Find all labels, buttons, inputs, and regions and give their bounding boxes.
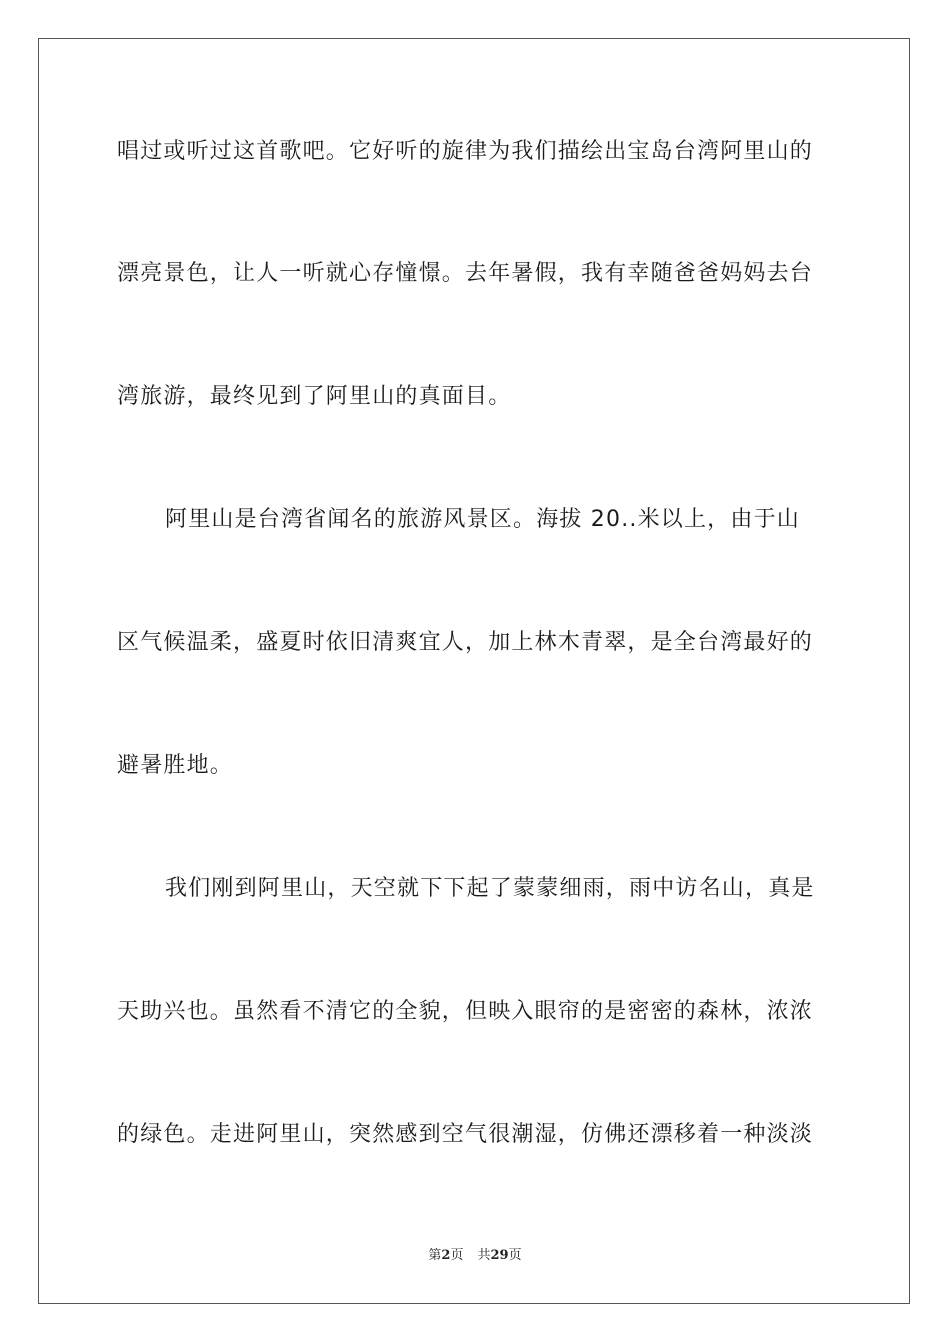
text-line-4: 阿里山是台湾省闻名的旅游风景区。海拔 20..米以上，由于山 [165,507,800,532]
footer-page-suffix: 页 [450,1248,464,1263]
text-line-9: 的绿色。走进阿里山，突然感到空气很潮湿，仿佛还漂移着一种淡淡 [117,1122,814,1147]
text-line-6: 避暑胜地。 [117,753,234,778]
text-line-7: 我们刚到阿里山，天空就下下起了蒙蒙细雨，雨中访名山，真是 [165,876,815,901]
text-line-2: 漂亮景色，让人一听就心存憧憬。去年暑假，我有幸随爸爸妈妈去台 [117,261,814,286]
text-line-1: 唱过或听过这首歌吧。它好听的旋律为我们描绘出宝岛台湾阿里山的 [117,139,814,164]
footer-total-prefix: 共 [477,1248,491,1263]
footer-page-prefix: 第 [428,1248,442,1263]
page-footer [0,1247,950,1265]
text-line-3: 湾旅游，最终见到了阿里山的真面目。 [117,384,512,409]
text-line-5: 区气候温柔，盛夏时依旧清爽宜人，加上林木青翠，是全台湾最好的 [117,630,814,655]
footer-total-suffix: 页 [508,1248,522,1263]
text-line-8: 天助兴也。虽然看不清它的全貌，但映入眼帘的是密密的森林，浓浓 [117,999,814,1024]
footer-page-number: 2 [441,1248,451,1263]
footer-total-pages: 29 [490,1248,509,1263]
page-border [38,38,910,1304]
